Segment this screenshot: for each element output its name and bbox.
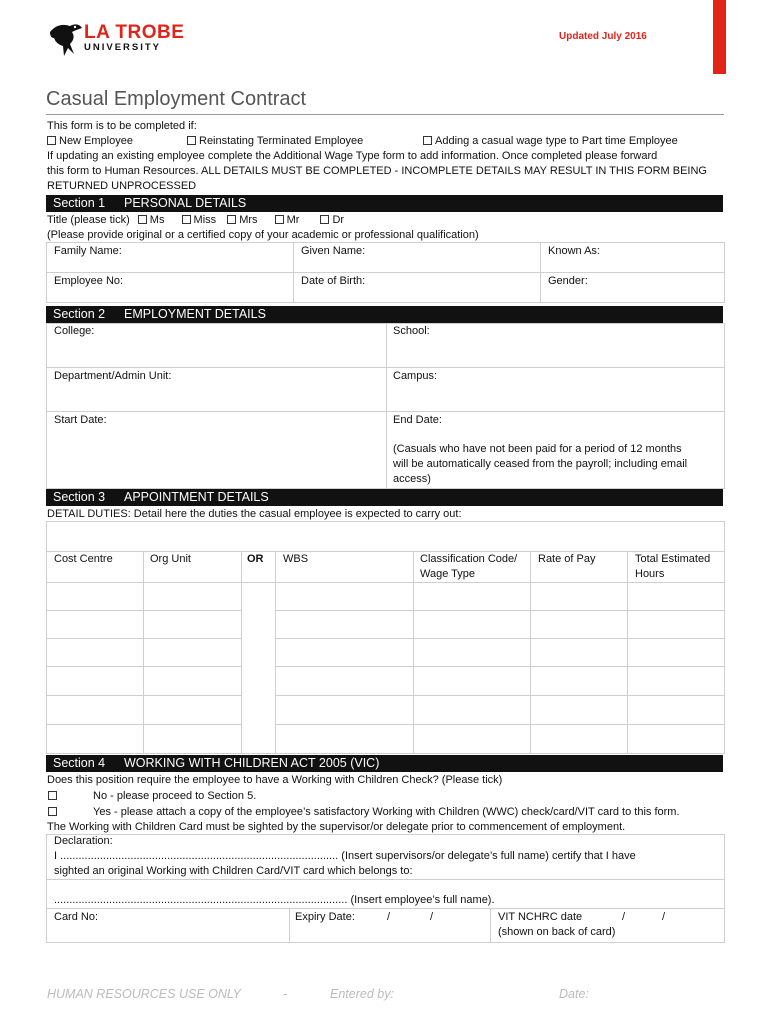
row-divider [275,724,725,725]
col-classification: Classification Code/ [420,553,518,565]
checkbox-icon[interactable] [227,215,236,224]
gender-field[interactable]: Gender: [548,275,588,287]
title-selection: Title (please tick) Ms Miss Mrs Mr Dr [47,214,345,226]
logo-wordmark: LA TROBE [84,22,185,43]
col-divider [241,551,242,754]
entered-by-field[interactable]: Entered by: [330,987,394,1001]
checkbox-icon[interactable] [187,136,196,145]
family-name-field[interactable]: Family Name: [54,245,122,257]
vit-note: (shown on back of card) [498,926,616,938]
row-divider [275,638,725,639]
expiry-slash: / [387,911,391,923]
wwc-no-option: No - please proceed to Section 5. [93,790,257,802]
date-of-birth-field[interactable]: Date of Birth: [301,275,366,287]
col-wbs: WBS [283,553,309,565]
col-or: OR [247,553,264,565]
col-divider [275,551,276,754]
row-divider [46,724,242,725]
row-divider [46,908,725,909]
casual-note-3: access) [393,473,431,485]
col-divider [490,908,491,943]
expiry-slash-2: / [430,911,434,923]
title-divider [46,114,724,115]
school-field[interactable]: School: [393,325,430,337]
col-total-hours-2: Hours [635,568,665,580]
col-divider [386,323,387,489]
col-divider [530,551,531,754]
footer-date-field[interactable]: Date: [559,987,589,1001]
checkbox-icon[interactable] [320,215,329,224]
card-no-field[interactable]: Card No: [54,911,99,923]
updated-date: Updated July 2016 [559,31,647,42]
row-divider [46,610,242,611]
col-divider [143,551,144,754]
declaration-sighted: sighted an original Working with Children Card/VIT card which belongs to: [54,865,413,877]
col-divider [293,242,294,303]
intro-text: This form is to be completed if: [47,120,197,132]
casual-note: (Casuals who have not been paid for a period of 12 months [393,443,682,455]
department-field[interactable]: Department/Admin Unit: [54,370,172,382]
accent-bar [713,0,726,74]
hr-use-only: HUMAN RESOURCES USE ONLY [47,987,242,1001]
checkbox-icon[interactable] [275,215,284,224]
wwc-question: Does this position require the employee to have a Working with Children Check? (Please tick) [47,774,503,786]
casual-note-2: will be automatically ceased from the payroll; including email [393,458,688,470]
wwc-no-checkbox-icon[interactable] [48,789,60,804]
wwc-yes-checkbox-icon[interactable] [48,805,60,820]
employee-no-field[interactable]: Employee No: [54,275,124,287]
option-reinstating[interactable]: Reinstating Terminated Employee [187,134,363,149]
campus-field[interactable]: Campus: [393,370,438,382]
col-divider [289,908,290,943]
col-total-hours: Total Estimated [635,553,711,565]
col-rate-of-pay: Rate of Pay [538,553,596,565]
row-divider [46,879,725,880]
col-cost-centre: Cost Centre [54,553,113,565]
eagle-logo-icon [48,18,84,58]
row-divider [46,582,725,583]
section2-header: Section 2 EMPLOYMENT DETAILS [46,306,723,323]
college-field[interactable]: College: [54,325,95,337]
checkbox-icon[interactable] [47,136,56,145]
wwc-yes-option: Yes - please attach a copy of the employee’s satisfactory Working with Children (WWC) check/card/VIT card to this form. [93,806,680,818]
intro-instructions-3: RETURNED UNPROCESSED [47,180,197,192]
col-org-unit: Org Unit [150,553,191,565]
intro-instructions: If updating an existing employee complete the Additional Wage Type form to add information. Once completed please forward [47,150,658,162]
col-classification-2: Wage Type [420,568,476,580]
row-divider [46,695,242,696]
section4-header: Section 4 WORKING WITH CHILDREN ACT 2005 (VIC) [46,755,723,772]
end-date-field[interactable]: End Date: [393,414,442,426]
qualification-note: (Please provide original or a certified copy of your academic or professional qualification) [47,229,479,241]
form-title: Casual Employment Contract [46,88,307,110]
vit-slash-2: / [662,911,666,923]
checkbox-icon[interactable] [423,136,432,145]
row-divider [275,695,725,696]
vit-slash: / [622,911,626,923]
known-as-field[interactable]: Known As: [548,245,600,257]
row-divider [275,666,725,667]
checkbox-icon[interactable] [138,215,147,224]
row-divider [275,610,725,611]
logo-subtitle: UNIVERSITY [84,42,162,53]
checkbox-icon[interactable] [48,807,57,816]
col-divider [413,551,414,754]
intro-instructions-2: this form to Human Resources. ALL DETAILS MUST BE COMPLETED - INCOMPLETE DETAILS MAY RESULT IN THIS FORM BEING [47,165,707,177]
given-name-field[interactable]: Given Name: [301,245,366,257]
col-divider [540,242,541,303]
option-new-employee[interactable]: New Employee [47,134,133,149]
declaration-supervisor[interactable]: I ........................................................................................... (Insert supervisors/or delegate’s full name) certify that I have [54,850,636,862]
duties-prompt: DETAIL DUTIES: Detail here the duties the casual employee is expected to carry out: [47,508,462,520]
option-add-wage-type[interactable]: Adding a casual wage type to Part time Employee [423,134,678,149]
checkbox-icon[interactable] [48,791,57,800]
section1-header: Section 1 PERSONAL DETAILS [46,195,723,212]
wwc-sighted-note: The Working with Children Card must be sighted by the supervisor/or delegate prior to commencement of employment. [47,821,626,833]
duties-field[interactable] [46,521,725,552]
row-divider [46,666,242,667]
section3-header: Section 3 APPOINTMENT DETAILS [46,489,723,506]
expiry-date-field[interactable]: Expiry Date: [295,911,355,923]
row-divider [46,638,242,639]
start-date-field[interactable]: Start Date: [54,414,107,426]
footer-dash: - [283,987,288,1001]
declaration-label: Declaration: [54,835,113,847]
vit-date-field[interactable]: VIT NCHRC date [498,911,583,923]
declaration-employee[interactable]: ................................................................................................ (Insert employee’s full name). [54,894,495,906]
row-divider [46,272,725,273]
checkbox-icon[interactable] [182,215,191,224]
col-divider [627,551,628,754]
